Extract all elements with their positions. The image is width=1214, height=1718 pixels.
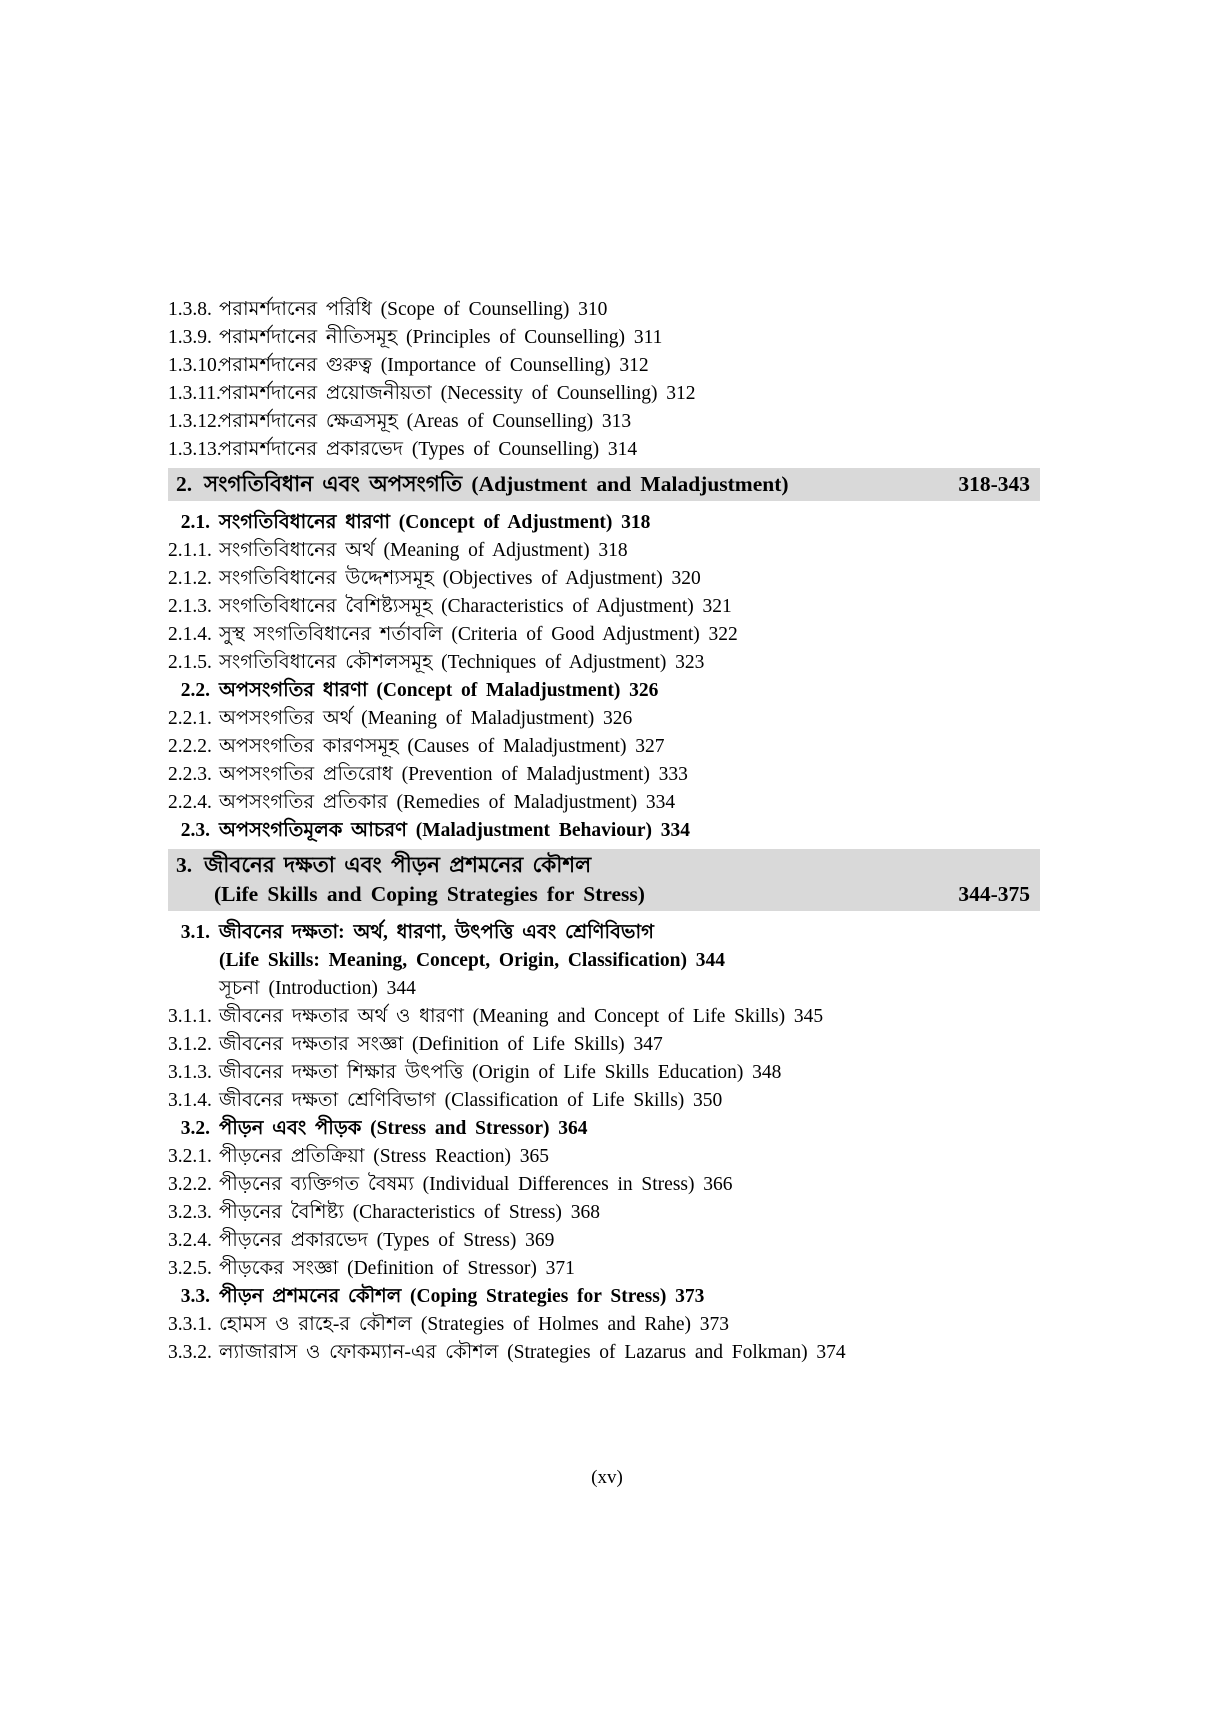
item-text-line: পরামর্শদানের প্রয়োজনীয়তা (Necessity of Counselling) 312 xyxy=(219,383,696,404)
toc-item xyxy=(168,593,1040,621)
item-number: 3.2.3. xyxy=(168,1202,212,1223)
item-text xyxy=(219,1003,823,1031)
item-text-line: জীবনের দক্ষতার অর্থ ও ধারণা (Meaning and Concept of Life Skills) 345 xyxy=(219,1006,824,1027)
item-text xyxy=(219,324,662,352)
item-text-line: পরামর্শদানের নীতিসমূহ (Principles of Counselling) 311 xyxy=(219,327,663,348)
item-text xyxy=(219,380,695,408)
toc-item xyxy=(168,1059,1040,1087)
item-number: 2.1. xyxy=(180,512,210,533)
toc-item xyxy=(168,919,1040,975)
item-text-line: সংগতিবিধানের বৈশিষ্ট্যসমূহ (Characteristics of Adjustment) 321 xyxy=(219,596,732,617)
item-text-line: সুস্থ সংগতিবিধানের শর্তাবলি (Criteria of Good Adjustment) 322 xyxy=(219,624,738,645)
page-footer xyxy=(0,1464,1214,1492)
chapter-heading-line xyxy=(176,880,1030,909)
item-text-line: হোমস ও রাহে-র কৌশল (Strategies of Holmes and Rahe) 373 xyxy=(219,1314,729,1335)
item-number: 2.1.1. xyxy=(168,540,212,561)
item-number: 2.2.1. xyxy=(168,708,212,729)
item-text xyxy=(219,593,732,621)
item-text-line: পীড়কের সংজ্ঞা (Definition of Stressor) 371 xyxy=(219,1258,575,1279)
item-number: 3.3. xyxy=(180,1286,210,1307)
item-number: 2.1.3. xyxy=(168,596,212,617)
item-number: 2.3. xyxy=(180,820,210,841)
toc-item xyxy=(168,817,1040,845)
item-number: 3.1.1. xyxy=(168,1006,212,1027)
item-text-line: অপসংগতির অর্থ (Meaning of Maladjustment) 326 xyxy=(219,708,633,729)
chapter-number: 2. xyxy=(176,472,193,496)
toc-item xyxy=(168,565,1040,593)
item-text xyxy=(219,733,664,761)
item-text xyxy=(219,1087,722,1115)
item-number: 3.1.3. xyxy=(168,1062,212,1083)
chapter-page-range: 344-375 xyxy=(958,882,1030,906)
item-text xyxy=(219,761,688,789)
item-text xyxy=(219,1255,575,1283)
item-number: 3.2.5. xyxy=(168,1258,212,1279)
item-text-line: জীবনের দক্ষতার সংজ্ঞা (Definition of Life Skills) 347 xyxy=(219,1034,663,1055)
chapter-number: 3. xyxy=(176,853,193,877)
item-text xyxy=(219,408,631,436)
toc-item xyxy=(168,1199,1040,1227)
item-text xyxy=(219,1283,704,1311)
item-text xyxy=(219,817,690,845)
item-number: 3.2. xyxy=(180,1118,210,1139)
toc-item xyxy=(168,789,1040,817)
item-number: 3.2.2. xyxy=(168,1174,212,1195)
item-text-line: সংগতিবিধানের কৌশলসমূহ (Techniques of Adjustment) 323 xyxy=(219,652,705,673)
chapter-title: জীবনের দক্ষতা এবং পীড়ন প্রশমনের কৌশল xyxy=(204,853,592,877)
chapter-heading-line xyxy=(176,851,1030,880)
toc-item xyxy=(168,509,1040,537)
toc-item xyxy=(168,408,1040,436)
item-text xyxy=(219,509,650,537)
item-number: 2.2.3. xyxy=(168,764,212,785)
item-text-line: পরামর্শদানের গুরুত্ব (Importance of Counselling) 312 xyxy=(219,355,649,376)
toc-item xyxy=(168,1171,1040,1199)
item-text-line: পরামর্শদানের পরিধি (Scope of Counselling) 310 xyxy=(219,299,608,320)
toc-item xyxy=(168,436,1040,464)
item-number: 3.1. xyxy=(180,922,210,943)
item-number: 3.1.2. xyxy=(168,1034,212,1055)
toc-item xyxy=(168,1339,1040,1367)
item-text xyxy=(219,1339,846,1367)
toc-item xyxy=(168,296,1040,324)
item-number: 3.2.1. xyxy=(168,1146,212,1167)
toc-item xyxy=(168,1143,1040,1171)
toc-item xyxy=(168,621,1040,649)
toc-item xyxy=(168,677,1040,705)
item-text-line: জীবনের দক্ষতা: অর্থ, ধারণা, উৎপত্তি এবং শ্রেণিবিভাগ xyxy=(219,922,654,943)
item-text-line: সূচনা (Introduction) 344 xyxy=(219,978,416,999)
toc-item xyxy=(168,380,1040,408)
page-number: (xv) xyxy=(591,1467,623,1488)
chapter-heading xyxy=(168,849,1040,911)
item-number: 2.1.4. xyxy=(168,624,212,645)
item-text-line: পীড়ন এবং পীড়ক (Stress and Stressor) 364 xyxy=(219,1118,588,1139)
item-text xyxy=(219,677,658,705)
item-text-line: সংগতিবিধানের অর্থ (Meaning of Adjustment) 318 xyxy=(219,540,628,561)
item-number: 2.2.2. xyxy=(168,736,212,757)
item-text-line: সংগতিবিধানের ধারণা (Concept of Adjustment) 318 xyxy=(219,512,651,533)
item-text-line: (Life Skills: Meaning, Concept, Origin, Classification) 344 xyxy=(219,950,726,971)
chapter-heading-line xyxy=(176,470,1030,499)
item-text xyxy=(219,1171,733,1199)
toc-item xyxy=(168,705,1040,733)
toc-item xyxy=(168,1283,1040,1311)
item-text xyxy=(219,537,628,565)
item-text-line: জীবনের দক্ষতা শিক্ষার উৎপত্তি (Origin of Life Skills Education) 348 xyxy=(219,1062,782,1083)
item-text-line: পরামর্শদানের ক্ষেত্রসমূহ (Areas of Counselling) 313 xyxy=(219,411,632,432)
item-text xyxy=(219,1115,588,1143)
item-number: 1.3.13. xyxy=(168,439,222,460)
table-of-contents xyxy=(168,296,1040,1367)
toc-item xyxy=(168,352,1040,380)
item-text-line: ল্যাজারাস ও ফোকম্যান-এর কৌশল (Strategies of Lazarus and Folkman) 374 xyxy=(219,1342,846,1363)
item-text-line: অপসংগতির প্রতিকার (Remedies of Maladjustment) 334 xyxy=(219,792,676,813)
toc-item xyxy=(168,1003,1040,1031)
item-text-line: পীড়নের প্রকারভেদ (Types of Stress) 369 xyxy=(219,1230,555,1251)
item-number: 1.3.9. xyxy=(168,327,212,348)
chapter-title: সংগতিবিধান এবং অপসংগতি (Adjustment and Maladjustment) xyxy=(204,472,789,496)
toc-item xyxy=(168,733,1040,761)
item-text xyxy=(219,436,637,464)
item-text xyxy=(219,789,675,817)
item-text xyxy=(219,352,649,380)
item-number: 1.3.12. xyxy=(168,411,222,432)
toc-item xyxy=(168,1227,1040,1255)
item-text-line: সংগতিবিধানের উদ্দেশ্যসমূহ (Objectives of Adjustment) 320 xyxy=(219,568,701,589)
toc-item xyxy=(168,1115,1040,1143)
chapter-heading xyxy=(168,468,1040,501)
chapter-title: (Life Skills and Coping Strategies for Stress) xyxy=(214,882,645,906)
toc-item xyxy=(168,537,1040,565)
item-number: 1.3.11. xyxy=(168,383,221,404)
toc-item xyxy=(168,324,1040,352)
item-number: 3.1.4. xyxy=(168,1090,212,1111)
item-text xyxy=(219,1227,554,1255)
item-number: 2.1.2. xyxy=(168,568,212,589)
toc-item xyxy=(168,1031,1040,1059)
item-text-line: পীড়নের বৈশিষ্ট্য (Characteristics of Stress) 368 xyxy=(219,1202,600,1223)
item-text-line: জীবনের দক্ষতা শ্রেণিবিভাগ (Classification of Life Skills) 350 xyxy=(219,1090,723,1111)
item-text xyxy=(219,649,704,677)
item-text-line: অপসংগতিমূলক আচরণ (Maladjustment Behaviour) 334 xyxy=(219,820,691,841)
item-text xyxy=(219,1311,729,1339)
toc-item xyxy=(168,1255,1040,1283)
item-text xyxy=(219,1059,781,1087)
item-text xyxy=(219,705,632,733)
item-number: 1.3.8. xyxy=(168,299,212,320)
toc-item xyxy=(168,1087,1040,1115)
item-number: 3.3.2. xyxy=(168,1342,212,1363)
item-text xyxy=(219,919,725,975)
item-text-line: অপসংগতির কারণসমূহ (Causes of Maladjustment) 327 xyxy=(219,736,665,757)
item-text xyxy=(219,1031,663,1059)
item-text xyxy=(219,565,701,593)
item-text xyxy=(219,1143,549,1171)
item-number: 2.2.4. xyxy=(168,792,212,813)
item-number: 2.1.5. xyxy=(168,652,212,673)
item-text xyxy=(219,296,607,324)
item-number: 2.2. xyxy=(180,680,210,701)
toc-item xyxy=(168,1311,1040,1339)
toc-item xyxy=(168,649,1040,677)
item-text-line: পরামর্শদানের প্রকারভেদ (Types of Counselling) 314 xyxy=(219,439,638,460)
item-number: 1.3.10. xyxy=(168,355,222,376)
item-text-line: অপসংগতির প্রতিরোধ (Prevention of Maladjustment) 333 xyxy=(219,764,688,785)
item-text-line: পীড়ন প্রশমনের কৌশল (Coping Strategies for Stress) 373 xyxy=(219,1286,705,1307)
item-text-line: পীড়নের প্রতিক্রিয়া (Stress Reaction) 365 xyxy=(219,1146,549,1167)
item-number: 3.3.1. xyxy=(168,1314,212,1335)
toc-item xyxy=(168,975,1040,1003)
toc-item xyxy=(168,761,1040,789)
item-text-line: পীড়নের ব্যক্তিগত বৈষম্য (Individual Differences in Stress) 366 xyxy=(219,1174,733,1195)
item-text xyxy=(219,975,416,1003)
item-number: 3.2.4. xyxy=(168,1230,212,1251)
item-text-line: অপসংগতির ধারণা (Concept of Maladjustment) 326 xyxy=(219,680,659,701)
item-text xyxy=(219,621,738,649)
item-text xyxy=(219,1199,600,1227)
chapter-page-range: 318-343 xyxy=(958,472,1030,496)
